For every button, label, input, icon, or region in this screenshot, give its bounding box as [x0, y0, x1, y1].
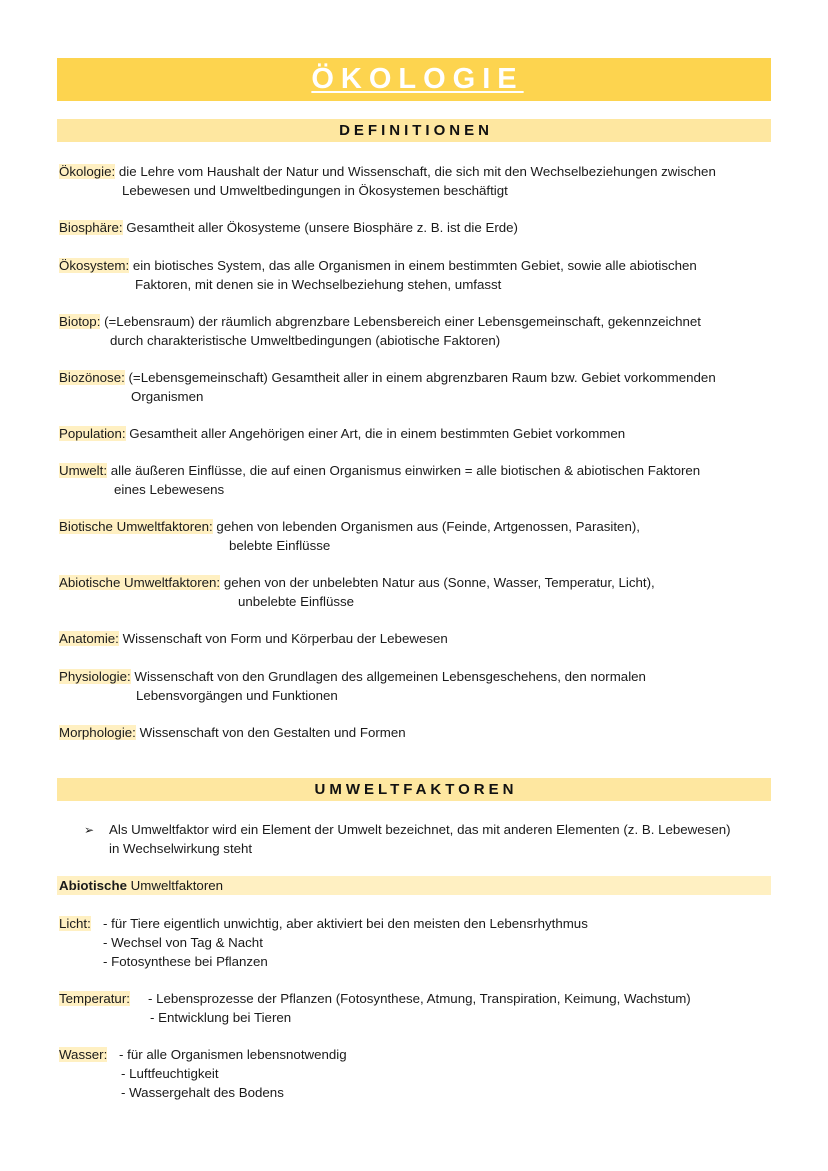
factor-line: - Luftfeuchtigkeit: [121, 1066, 219, 1081]
factor-licht: [59, 914, 771, 971]
definition-text: die Lehre vom Haushalt der Natur und Wissenschaft, die sich mit den Wechselbeziehungen zwischen: [118, 164, 716, 179]
definition-text-cont: Faktoren, mit denen sie in Wechselbeziehung stehen, umfasst: [135, 277, 502, 292]
definition-text-cont: belebte Einflüsse: [229, 538, 331, 553]
section-title-definitions: DEFINITIONEN: [339, 122, 493, 139]
definition-text-cont: Lebewesen und Umweltbedingungen in Ökosystemen beschäftigt: [122, 183, 508, 198]
definition-term: Biotop:: [59, 314, 101, 329]
definition-text: gehen von der unbelebten Natur aus (Sonne, Wasser, Temperatur, Licht),: [223, 575, 655, 590]
factor-line: - für Tiere eigentlich unwichtig, aber aktiviert bei den meisten den Lebensrhythmus: [103, 916, 588, 931]
factor-wasser: [59, 1045, 771, 1102]
definition-term: Biotische Umweltfaktoren:: [59, 519, 213, 534]
definition-morphologie: [59, 723, 771, 742]
factor-term: Licht:: [59, 916, 91, 931]
definition-term: Umwelt:: [59, 463, 108, 478]
definition-biosphaere: [59, 218, 771, 237]
factor-line: - Entwicklung bei Tieren: [150, 1010, 292, 1025]
definition-term: Physiologie:: [59, 669, 131, 684]
definition-oekosystem: [59, 256, 771, 294]
abiotic-factors-heading: [57, 876, 771, 895]
title-banner: [57, 58, 771, 101]
definition-term: Morphologie:: [59, 725, 136, 740]
factor-line: - Fotosynthese bei Pflanzen: [103, 954, 268, 969]
definition-oekologie: [59, 162, 771, 200]
factor-term: Temperatur:: [59, 991, 130, 1006]
definition-term: Ökologie:: [59, 164, 116, 179]
bullet-text-cont: in Wechselwirkung steht: [109, 841, 253, 856]
definition-text: alle äußeren Einflüsse, die auf einen Organismus einwirken = alle biotischen & abiotischen Faktoren: [110, 463, 701, 478]
definition-biotische-umweltfaktoren: [59, 517, 771, 555]
bullet-text: Als Umweltfaktor wird ein Element der Umwelt bezeichnet, das mit anderen Elementen (z. B. Lebewesen): [109, 822, 731, 837]
section-header-umweltfaktoren: [57, 778, 771, 801]
factor-temperatur: [59, 989, 771, 1027]
definition-text: Wissenschaft von den Gestalten und Formen: [139, 725, 406, 740]
page-title: ÖKOLOGIE: [311, 63, 524, 95]
umweltfaktor-bullet: [84, 820, 774, 858]
abiotic-heading-rest: Umweltfaktoren: [126, 878, 224, 893]
section-title-umweltfaktoren: UMWELTFAKTOREN: [314, 781, 518, 798]
definition-text: (=Lebensraum) der räumlich abgrenzbare Lebensbereich einer Lebensgemeinschaft, gekennzeichnet: [104, 314, 701, 329]
definition-population: [59, 424, 771, 443]
definition-biozoenose: [59, 368, 771, 406]
definition-text-cont: Lebensvorgängen und Funktionen: [136, 688, 338, 703]
definition-text: Wissenschaft von den Grundlagen des allgemeinen Lebensgeschehens, den normalen: [134, 669, 646, 684]
definition-term: Abiotische Umweltfaktoren:: [59, 575, 221, 590]
definition-text-cont: unbelebte Einflüsse: [238, 594, 355, 609]
factor-line: - Wechsel von Tag & Nacht: [103, 935, 263, 950]
definition-physiologie: [59, 667, 771, 705]
definition-term: Ökosystem:: [59, 258, 130, 273]
definition-umwelt: [59, 461, 771, 499]
definition-text-cont: durch charakteristische Umweltbedingungen (abiotische Faktoren): [110, 333, 501, 348]
abiotic-heading-bold: Abiotische: [59, 878, 127, 893]
definition-text: (=Lebensgemeinschaft) Gesamtheit aller in einem abgrenzbaren Raum bzw. Gebiet vorkommenden: [128, 370, 716, 385]
definition-text-cont: Organismen: [131, 389, 204, 404]
factor-line: - Wassergehalt des Bodens: [121, 1085, 284, 1100]
factor-term: Wasser:: [59, 1047, 108, 1062]
factor-line: - Lebensprozesse der Pflanzen (Fotosynthese, Atmung, Transpiration, Keimung, Wachstum): [148, 991, 691, 1006]
definition-biotop: [59, 312, 771, 350]
factor-line: - für alle Organismen lebensnotwendig: [119, 1047, 347, 1062]
definition-term: Biozönose:: [59, 370, 125, 385]
definition-anatomie: [59, 629, 771, 648]
definition-text: Gesamtheit aller Angehörigen einer Art, die in einem bestimmten Gebiet vorkommen: [129, 426, 626, 441]
definition-term: Population:: [59, 426, 126, 441]
definition-text: gehen von lebenden Organismen aus (Feinde, Artgenossen, Parasiten),: [216, 519, 640, 534]
definition-text: Gesamtheit aller Ökosysteme (unsere Biosphäre z. B. ist die Erde): [126, 220, 518, 235]
arrow-bullet-icon: ➢: [84, 823, 95, 837]
definition-text: ein biotisches System, das alle Organismen in einem bestimmten Gebiet, sowie alle abiotischen: [132, 258, 697, 273]
definition-text: Wissenschaft von Form und Körperbau der Lebewesen: [122, 631, 448, 646]
definition-abiotische-umweltfaktoren: [59, 573, 771, 611]
definition-term: Anatomie:: [59, 631, 119, 646]
section-header-definitions: [57, 119, 771, 142]
definition-term: Biosphäre:: [59, 220, 123, 235]
definition-text-cont: eines Lebewesens: [114, 482, 225, 497]
